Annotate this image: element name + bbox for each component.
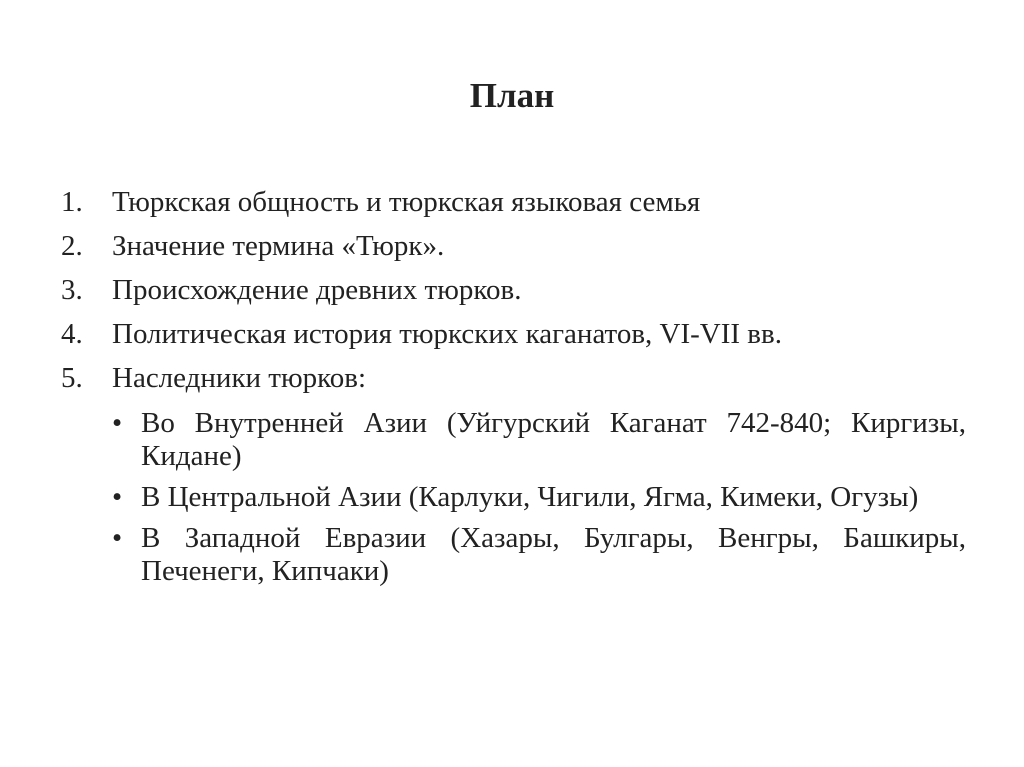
list-text: Значение термина «Тюрк». [112, 230, 445, 262]
sub-list-text: В Центральной Азии (Карлуки, Чигили, Ягма, Кимеки, Огузы) [141, 481, 919, 513]
list-item-3 [61, 268, 966, 312]
list-item-2 [61, 224, 966, 268]
sub-list-item-inner-asia [61, 407, 966, 473]
list-number: 3. [61, 274, 83, 306]
bullet-icon: • [112, 522, 123, 554]
list-text: Происхождение древних тюрков. [112, 274, 522, 306]
sub-list-item-central-asia [61, 481, 966, 514]
sub-list-text: Во Внутренней Азии (Уйгурский Каганат 742-840; Киргизы, Кидане) [141, 407, 966, 472]
bullet-icon: • [112, 407, 123, 439]
list-number: 4. [61, 318, 83, 350]
sub-list-text: В Западной Евразии (Хазары, Булгары, Венгры, Башкиры, Печенеги, Кипчаки) [141, 522, 966, 587]
list-item-4 [61, 312, 966, 356]
sub-list-item-western-eurasia [61, 522, 966, 588]
list-number: 1. [61, 186, 83, 218]
list-text: Тюркская общность и тюркская языковая семья [112, 186, 701, 218]
plan-list [61, 180, 966, 596]
slide-title: План [469, 76, 555, 115]
list-text: Наследники тюрков: [112, 362, 367, 394]
list-item-1 [61, 180, 966, 224]
bullet-icon: • [112, 481, 123, 513]
list-number: 5. [61, 362, 83, 394]
list-text: Политическая история тюркских каганатов, VI-VII вв. [112, 318, 782, 350]
list-item-5 [61, 356, 966, 400]
sub-list [61, 407, 966, 588]
list-number: 2. [61, 230, 83, 262]
